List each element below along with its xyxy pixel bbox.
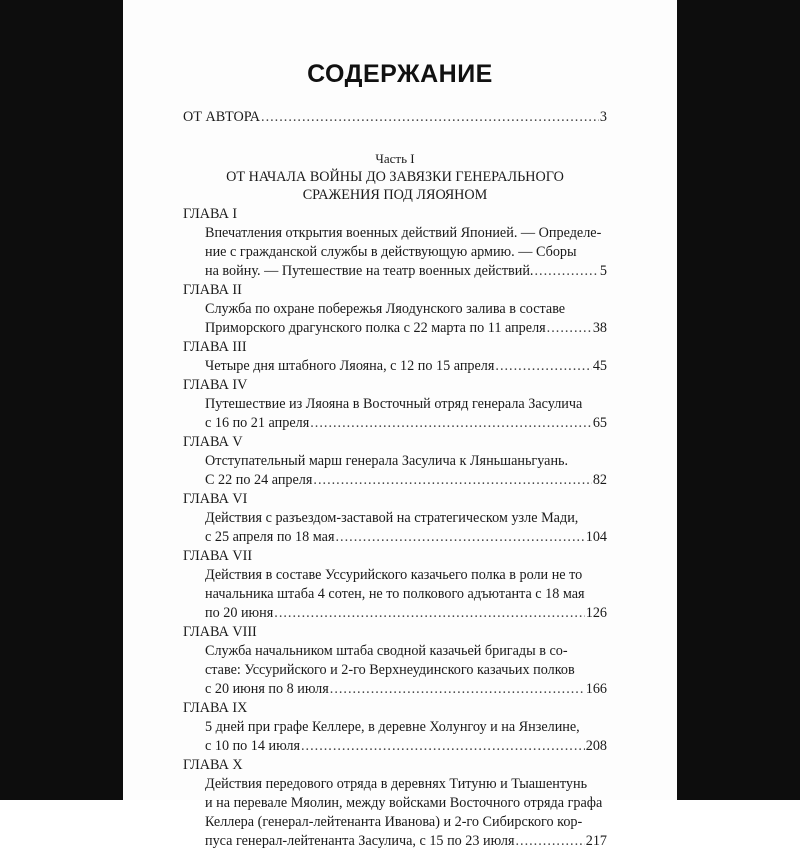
leader-dots	[547, 319, 592, 338]
chapter-heading: ГЛАВА X	[183, 757, 243, 773]
chapter-last-line	[205, 528, 607, 547]
chapter-text-line: 5 дней при графе Келлере, в деревне Холунгоу и на Янзелине,	[205, 719, 580, 735]
chapter-heading: ГЛАВА I	[183, 206, 238, 222]
toc-chapter-entry	[183, 338, 607, 376]
part-heading	[183, 150, 607, 204]
leader-dots	[261, 108, 599, 127]
chapter-text-line: Служба по охране побережья Ляодунского залива в составе	[205, 301, 566, 317]
leader-dots	[310, 414, 592, 433]
leader-dots	[336, 528, 585, 547]
toc-chapter-entry	[183, 547, 607, 623]
page-number: 166	[585, 681, 607, 697]
page-number: 5	[599, 263, 607, 279]
toc-chapter-entry	[183, 623, 607, 699]
chapter-text-line: и на перевале Мяолин, между войсками Восточного отряда графа	[205, 795, 603, 811]
chapter-last-line	[205, 680, 607, 699]
part-title-line: ОТ НАЧАЛА ВОЙНЫ ДО ЗАВЯЗКИ ГЕНЕРАЛЬНОГО	[226, 169, 564, 185]
chapter-description	[183, 718, 607, 756]
chapter-description	[183, 642, 607, 699]
chapter-text-line: Четыре дня штабного Ляояна, с 12 по 15 апреля	[205, 358, 495, 374]
chapter-description	[183, 300, 607, 338]
chapter-text-line: с 10 по 14 июля	[205, 738, 300, 754]
chapter-list	[183, 205, 607, 851]
toc-chapter-entry	[183, 205, 607, 281]
toc-chapter-entry	[183, 433, 607, 490]
chapter-heading: ГЛАВА VII	[183, 548, 253, 564]
page-number: 208	[585, 738, 607, 754]
page-number: 217	[585, 833, 607, 849]
chapter-last-line	[205, 737, 607, 756]
chapter-text-line: Служба начальником штаба сводной казачьей бригады в со-	[205, 643, 568, 659]
chapter-text-line: Келлера (генерал-лейтенанта Иванова) и 2-го Сибирского кор-	[205, 814, 583, 830]
toc-chapter-entry	[183, 756, 607, 851]
chapter-heading: ГЛАВА III	[183, 339, 247, 355]
chapter-text-line: Впечатления открытия военных действий Японией. — Определе-	[205, 225, 602, 241]
part-label: Часть I	[375, 151, 415, 166]
toc-chapter-entry	[183, 699, 607, 756]
page-number: 82	[592, 472, 607, 488]
chapter-heading: ГЛАВА VIII	[183, 624, 257, 640]
chapter-text-line: Отступательный марш генерала Засулича к Ляньшаньгуань.	[205, 453, 569, 469]
chapter-last-line	[205, 471, 607, 490]
part-title-line: СРАЖЕНИЯ ПОД ЛЯОЯНОМ	[302, 187, 488, 203]
leader-dots	[515, 832, 584, 851]
chapter-heading: ГЛАВА II	[183, 282, 242, 298]
left-black-border	[0, 0, 123, 800]
chapter-last-line	[205, 262, 607, 281]
chapter-text-line: с 25 апреля по 18 мая	[205, 529, 335, 545]
chapter-last-line	[205, 832, 607, 851]
chapter-description	[183, 775, 607, 851]
leader-dots	[330, 680, 585, 699]
page-number: 38	[592, 320, 607, 336]
toc-chapter-entry	[183, 281, 607, 338]
chapter-last-line	[205, 357, 607, 376]
page-number: 65	[592, 415, 607, 431]
chapter-heading: ГЛАВА V	[183, 434, 243, 450]
chapter-text-line: с 20 июня по 8 июля	[205, 681, 329, 697]
chapter-text-line: Действия в составе Уссурийского казачьего полка в роли не то	[205, 567, 583, 583]
chapter-text-line: С 22 по 24 апреля	[205, 472, 313, 488]
leader-dots	[313, 471, 591, 490]
chapter-text-line: по 20 июня	[205, 605, 274, 621]
leader-dots	[534, 262, 598, 281]
chapter-description	[183, 509, 607, 547]
chapter-text-line: пуса генерал-лейтенанта Засулича, с 15 по 23 июля	[205, 833, 515, 849]
chapter-description	[183, 452, 607, 490]
chapter-text-line: Приморского драгунского полка с 22 марта по 11 апреля	[205, 320, 546, 336]
chapter-text-line: на войну. — Путешествие на театр военных действий.	[205, 263, 534, 279]
chapter-text-line: начальника штаба 4 сотен, не то полкового адъютанта с 18 мая	[205, 586, 585, 602]
leader-dots	[274, 604, 584, 623]
chapter-last-line	[205, 414, 607, 433]
author-label: ОТ АВТОРА	[183, 109, 261, 125]
page-number: 3	[599, 109, 607, 125]
toc-chapter-entry	[183, 490, 607, 547]
right-black-border	[677, 0, 800, 800]
chapter-text-line: Действия с разъездом-заставой на стратегическом узле Мади,	[205, 510, 579, 526]
page-number: 126	[585, 605, 607, 621]
chapter-description	[183, 566, 607, 623]
page-number: 45	[592, 358, 607, 374]
toc-chapter-entry	[183, 376, 607, 433]
toc-author-entry	[183, 108, 607, 127]
chapter-text-line: с 16 по 21 апреля	[205, 415, 310, 431]
chapter-last-line	[205, 319, 607, 338]
chapter-description	[183, 357, 607, 376]
chapter-heading: ГЛАВА IV	[183, 377, 248, 393]
chapter-heading: ГЛАВА VI	[183, 491, 248, 507]
chapter-text-line: Действия передового отряда в деревнях Титуню и Тыашентунь	[205, 776, 588, 792]
chapter-text-line: ние с гражданской службы в действующую армию. — Сборы	[205, 244, 577, 260]
leader-dots	[301, 737, 585, 756]
chapter-text-line: Путешествие из Ляояна в Восточный отряд генерала Засулича	[205, 396, 583, 412]
chapter-description	[183, 224, 607, 281]
chapter-last-line	[205, 604, 607, 623]
book-page	[123, 0, 677, 849]
chapter-description	[183, 395, 607, 433]
chapter-text-line: ставе: Уссурийского и 2-го Верхнеудинского казачьих полков	[205, 662, 575, 678]
chapter-heading: ГЛАВА IX	[183, 700, 248, 716]
page-title: СОДЕРЖАНИЕ	[307, 60, 493, 88]
page-number: 104	[585, 529, 607, 545]
leader-dots	[495, 357, 591, 376]
